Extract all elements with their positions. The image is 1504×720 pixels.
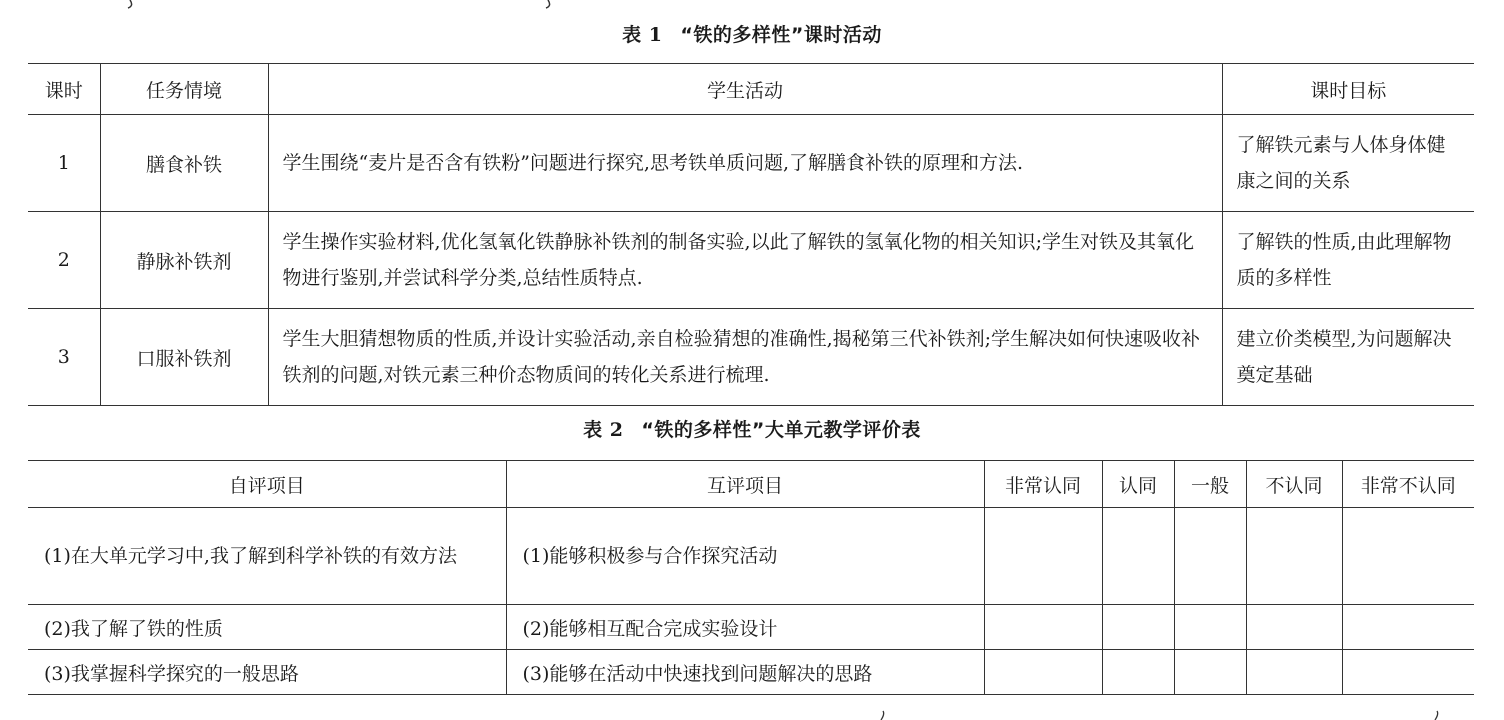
task-context: 口服补铁剂 [100,309,268,406]
lesson-number: 3 [28,309,100,406]
rating-cell-neutral[interactable] [1174,650,1246,695]
self-eval-item: (3)我掌握科学探究的一般思路 [28,650,506,695]
header-self-eval: 自评项目 [28,461,506,508]
table1-title: “铁的多样性”课时活动 [680,24,882,46]
table1-number: 表 1 [622,24,663,46]
rating-cell-neutral[interactable] [1174,605,1246,650]
next-page-fragment [878,710,888,720]
table2-title: “铁的多样性”大单元教学评价表 [641,419,921,441]
table-row [28,650,1474,695]
rating-cell-strongly-disagree[interactable] [1342,650,1474,695]
rating-cell-disagree[interactable] [1246,605,1342,650]
header-neutral: 一般 [1174,461,1246,508]
table2-caption [0,415,1504,442]
header-peer-eval: 互评项目 [506,461,984,508]
table-row [28,212,1474,309]
table1-caption [0,20,1504,47]
lesson-number: 1 [28,115,100,212]
task-context: 静脉补铁剂 [100,212,268,309]
rating-cell-agree[interactable] [1102,650,1174,695]
student-activity: 学生大胆猜想物质的性质,并设计实验活动,亲自检验猜想的准确性,揭秘第三代补铁剂;学生解决如何快速吸收补铁剂的问题,对铁元素三种价态物质间的转化关系进行梳理. [268,309,1222,406]
lesson-goal: 建立价类模型,为问题解决奠定基础 [1222,309,1474,406]
rating-cell-disagree[interactable] [1246,508,1342,605]
table2-number: 表 2 [583,419,624,441]
rating-cell-strongly-disagree[interactable] [1342,508,1474,605]
rating-cell-strongly-agree[interactable] [984,650,1102,695]
table-row [28,309,1474,406]
table-header-row [28,64,1474,115]
lesson-number: 2 [28,212,100,309]
table-row [28,605,1474,650]
rating-cell-strongly-disagree[interactable] [1342,605,1474,650]
lesson-goal: 了解铁元素与人体身体健康之间的关系 [1222,115,1474,212]
header-agree: 认同 [1102,461,1174,508]
self-eval-item: (1)在大单元学习中,我了解到科学补铁的有效方法 [28,508,506,605]
peer-eval-item: (3)能够在活动中快速找到问题解决的思路 [506,650,984,695]
peer-eval-item: (1)能够积极参与合作探究活动 [506,508,984,605]
header-lesson: 课时 [28,64,100,115]
table-row [28,115,1474,212]
header-activity: 学生活动 [268,64,1222,115]
rating-cell-neutral[interactable] [1174,508,1246,605]
header-strongly-disagree: 非常不认同 [1342,461,1474,508]
student-activity: 学生操作实验材料,优化氢氧化铁静脉补铁剂的制备实验,以此了解铁的氢氧化物的相关知识;学生对铁及其氧化物进行鉴别,并尝试科学分类,总结性质特点. [268,212,1222,309]
previous-page-fragment [0,0,600,10]
rating-cell-agree[interactable] [1102,605,1174,650]
header-goal: 课时目标 [1222,64,1474,115]
lesson-goal: 了解铁的性质,由此理解物质的多样性 [1222,212,1474,309]
lesson-activities-table [28,63,1474,406]
rating-cell-agree[interactable] [1102,508,1174,605]
peer-eval-item: (2)能够相互配合完成实验设计 [506,605,984,650]
header-strongly-agree: 非常认同 [984,461,1102,508]
evaluation-table [28,460,1474,695]
task-context: 膳食补铁 [100,115,268,212]
header-context: 任务情境 [100,64,268,115]
student-activity: 学生围绕“麦片是否含有铁粉”问题进行探究,思考铁单质问题,了解膳食补铁的原理和方法. [268,115,1222,212]
table-header-row [28,461,1474,508]
header-disagree: 不认同 [1246,461,1342,508]
next-page-fragment [1432,710,1442,720]
table-row [28,508,1474,605]
rating-cell-strongly-agree[interactable] [984,508,1102,605]
rating-cell-disagree[interactable] [1246,650,1342,695]
self-eval-item: (2)我了解了铁的性质 [28,605,506,650]
rating-cell-strongly-agree[interactable] [984,605,1102,650]
